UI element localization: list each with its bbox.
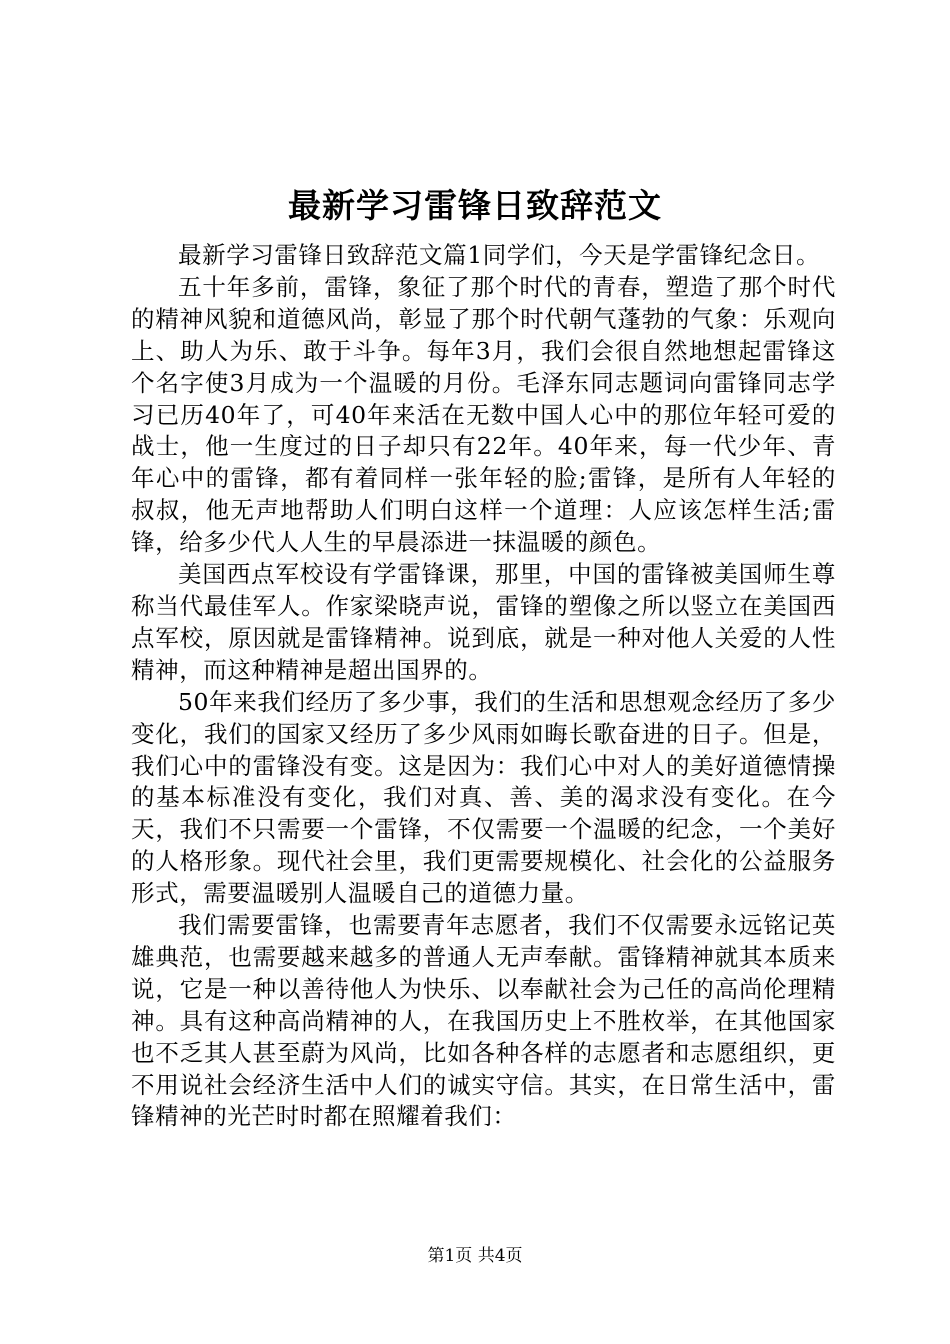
paragraph-1: 最新学习雷锋日致辞范文篇1同学们，今天是学雷锋纪念日。 bbox=[178, 241, 821, 269]
paragraph-4: 50年来我们经历了多少事，我们的生活和思想观念经历了多少变化，我们的国家又经历了多少风雨如晦长歌奋进的日子。但是，我们心中的雷锋没有变。这是因为：我们心中对人的美好道德情操的基本标准没有变化，我们对真、善、美的渴求没有变化。在今天，我们不只需要一个雷锋，不仅需要一个温暖的纪念，一个美好的人格形象。现代社会里，我们更需要规模化、社会化的公益服务形式，需要温暖别人温暖自己的道德力量。 bbox=[131, 687, 836, 908]
document-body bbox=[131, 240, 836, 1133]
paragraph-2: 五十年多前，雷锋，象征了那个时代的青春，塑造了那个时代的精神风貌和道德风尚，彰显了那个时代朝气蓬勃的气象：乐观向上、助人为乐、敢于斗争。每年3月，我们会很自然地想起雷锋这个名字使3月成为一个温暖的月份。毛泽东同志题词向雷锋同志学习已历40年了，可40年来活在无数中国人心中的那位年轻可爱的战士，他一生度过的日子却只有22年。40年来，每一代少年、青年心中的雷锋，都有着同样一张年轻的脸;雷锋，是所有人年轻的叔叔，他无声地帮助人们明白这样一个道理：人应该怎样生活;雷锋，给多少代人人生的早晨添进一抹温暖的颜色。 bbox=[131, 272, 836, 557]
page-title: 最新学习雷锋日致辞范文 bbox=[288, 186, 662, 225]
paragraph-5: 我们需要雷锋，也需要青年志愿者，我们不仅需要永远铭记英雄典范，也需要越来越多的普通人无声奉献。雷锋精神就其本质来说，它是一种以善待他人为快乐、以奉献社会为己任的高尚伦理精神。具有这种高尚精神的人，在我国历史上不胜枚举，在其他国家也不乏其人甚至蔚为风尚，比如各种各样的志愿者和志愿组织，更不用说社会经济生活中人们的诚实守信。其实，在日常生活中，雷锋精神的光芒时时都在照耀着我们： bbox=[131, 911, 836, 1131]
page-number-footer: 第1页 共4页 bbox=[427, 1246, 523, 1266]
paragraph-3: 美国西点军校设有学雷锋课，那里，中国的雷锋被美国师生尊称当代最佳军人。作家梁晓声说，雷锋的塑像之所以竖立在美国西点军校，原因就是雷锋精神。说到底，就是一种对他人关爱的人性精神，而这种精神是超出国界的。 bbox=[131, 560, 836, 684]
